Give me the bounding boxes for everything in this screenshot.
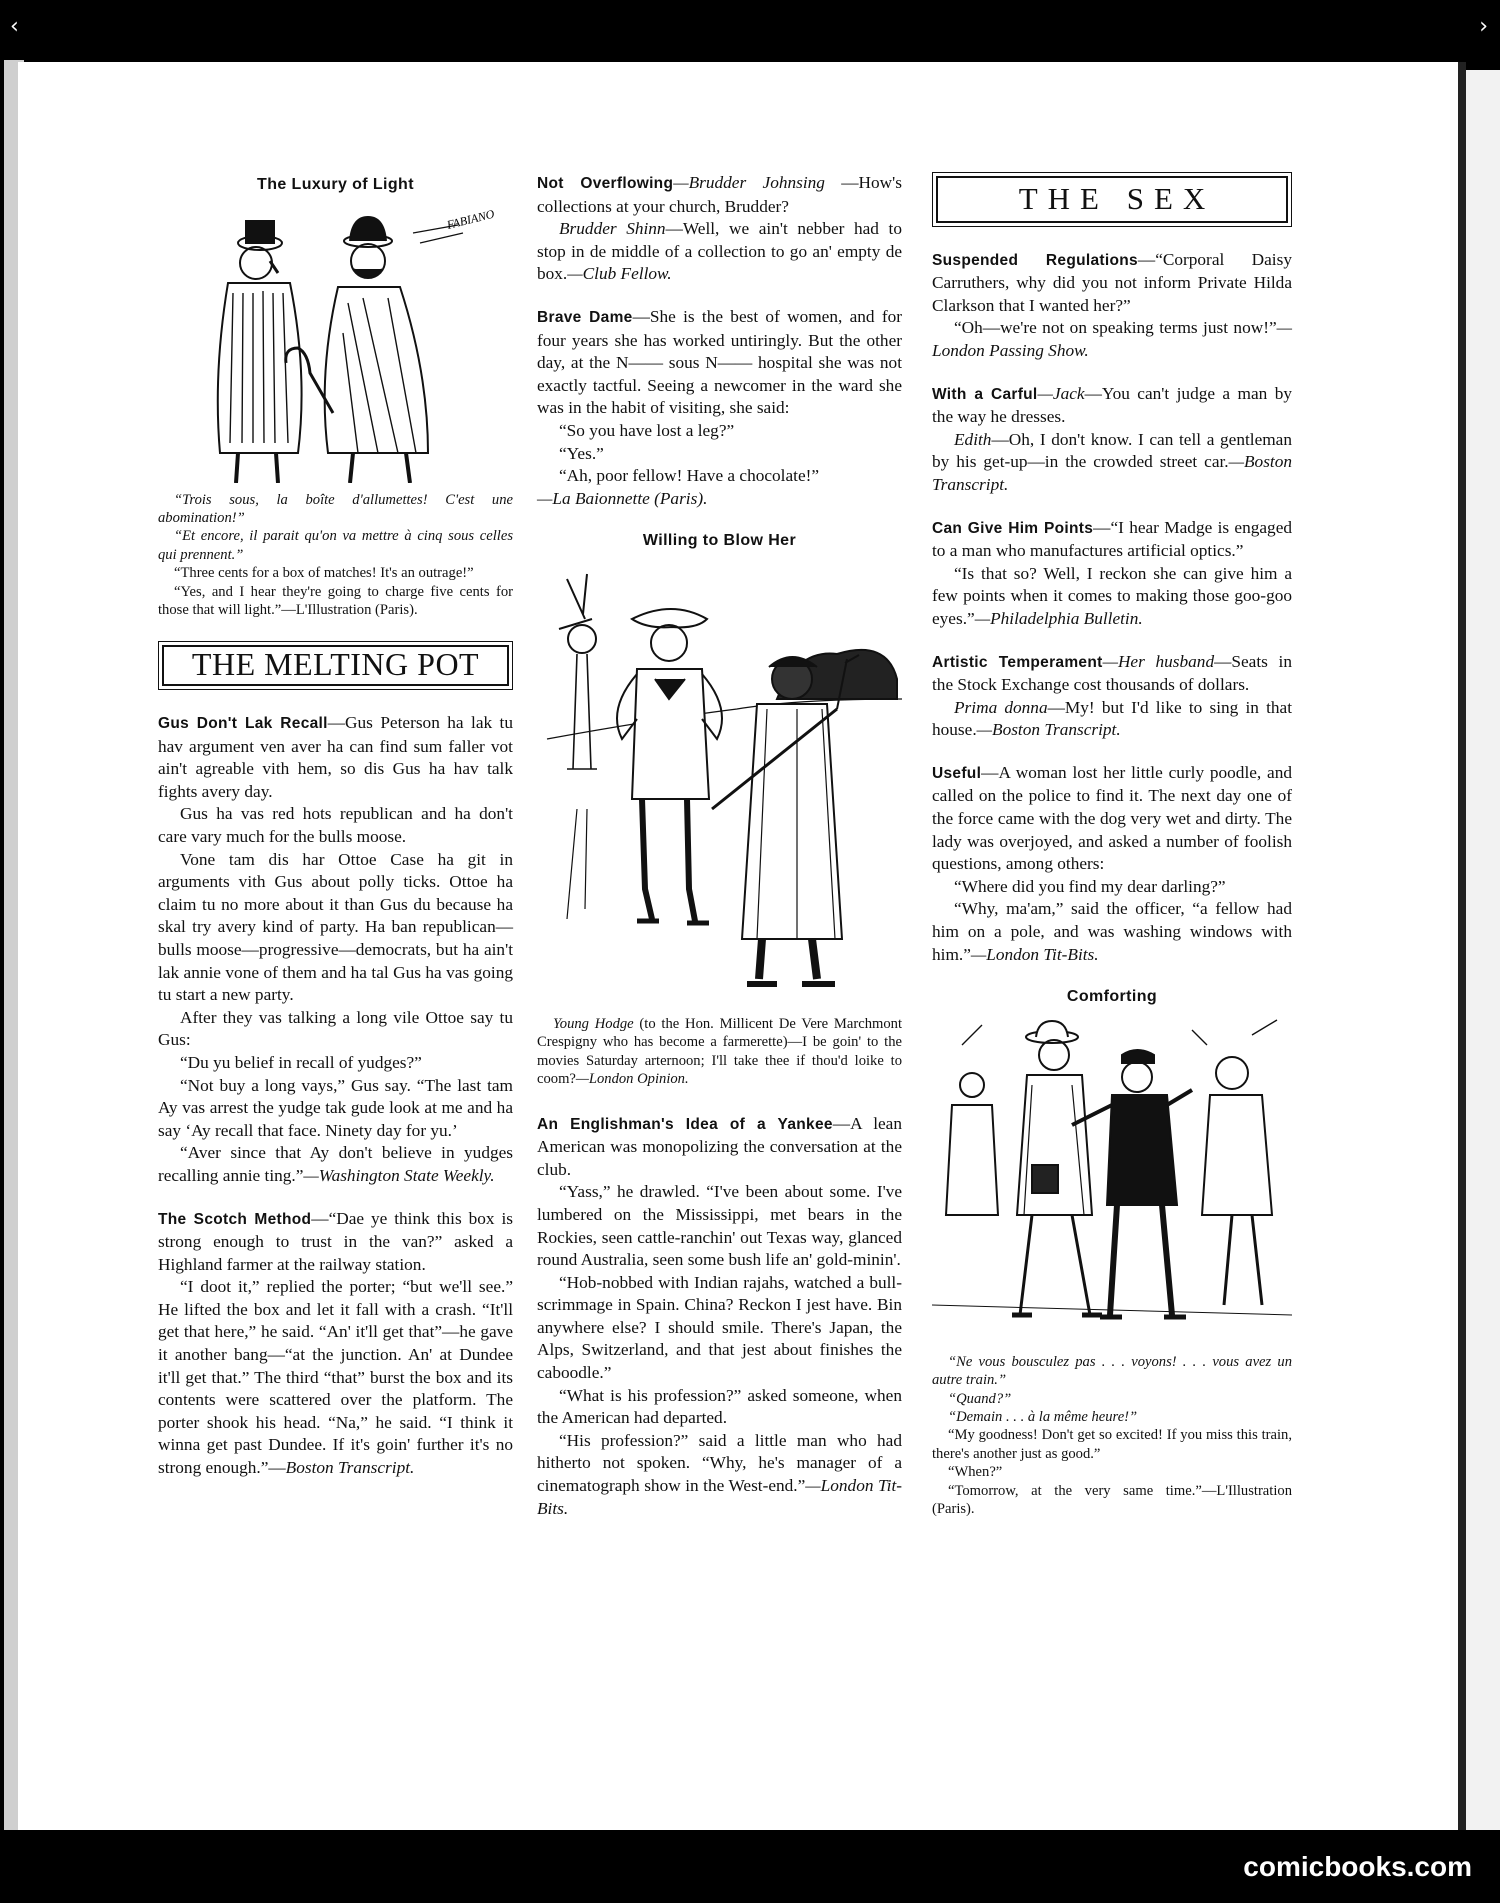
cartoon-title: Comforting — [1066, 988, 1158, 1006]
section-heading-the-sex: THE SEX — [936, 176, 1288, 223]
article-text: —A lean American was monopolizing the conversation at the club. — [537, 1113, 902, 1179]
cartoon-luxury-of-light-illustration — [158, 203, 513, 483]
article-not-overflowing — [537, 172, 902, 286]
article-heading: With a Carful — [932, 385, 1038, 403]
article-paragraph: “So you have lost a leg?” — [559, 420, 735, 440]
article-useful — [932, 762, 1292, 966]
section-heading-melting-pot: THE MELTING POT — [162, 645, 509, 686]
article-heading: The Scotch Method — [158, 1210, 312, 1228]
prev-page-chevron-icon[interactable]: ‹ — [10, 14, 19, 39]
speaker: —Brudder Johnsing — [673, 173, 825, 192]
article-source: —Club Fellow. — [567, 264, 672, 284]
next-page-chevron-icon[interactable]: › — [1479, 14, 1488, 39]
site-watermark: comicbooks.com — [1243, 1851, 1472, 1882]
article-gus-dont-lak-recall — [158, 712, 513, 1187]
article-heading: Suspended Regulations — [932, 251, 1138, 269]
cartoon-caption — [158, 491, 513, 620]
article-paragraph: “Ah, poor fellow! Have a chocolate!” — [559, 466, 820, 486]
cartoon-title: Willing to Blow Her — [642, 532, 797, 550]
article-source: —Boston Transcript. — [932, 452, 1292, 494]
article-paragraph: “Yes.” — [559, 443, 604, 463]
article-source: —Boston Transcript. — [976, 720, 1121, 740]
next-page-edge — [1466, 70, 1500, 1830]
cartoon-title: The Luxury of Light — [257, 176, 414, 193]
speaker: Young Hodge — [553, 1015, 634, 1032]
article-heading: Artistic Temperament — [932, 653, 1103, 671]
article-paragraph: “His profession?” said a little man who had hitherto not spoken. “Why, he's manager of a cinematograph show in the West-end.” — [537, 1430, 902, 1496]
caption-text: (to the Hon. Millicent De Vere Marchmont Crespigny who has become a farmerette)—I be goin' to the movies Saturday arternoon; I'll take thee if thou'd loike to coom? — [537, 1015, 902, 1088]
speaker: Edith — [954, 429, 992, 449]
article-paragraph: “Aver since that Ay don't believe in yudges recalling annie ting.” — [158, 1143, 513, 1185]
artist-signature: FABIANO — [445, 206, 496, 232]
article-source: —London Tit-Bits. — [970, 944, 1099, 964]
article-text: —How's collections at your church, Brudder? — [537, 173, 902, 216]
caption-line: “Quand?” — [948, 1390, 1012, 1407]
caption-line: “Three cents for a box of matches! It's an outrage!” — [174, 565, 474, 582]
column-left — [158, 172, 513, 1500]
speaker: —Jack — [1037, 383, 1085, 403]
article-paragraph: Gus ha vas red hots republican and ha don't care vary much for the bulls moose. — [158, 804, 513, 846]
article-source: —Washington State Weekly. — [303, 1165, 495, 1185]
article-source: —Philadelphia Bulletin. — [974, 608, 1143, 628]
caption-line: “Et encore, il parait qu'on va mettre à cinq sous celles qui prennent.” — [158, 528, 513, 563]
article-artistic-temperament — [932, 651, 1292, 742]
article-with-a-carful — [932, 383, 1292, 497]
caption-source: —London Opinion. — [575, 1071, 689, 1088]
article-paragraph: “Yass,” he drawled. “I've been about some. I've lumbered on the Mississippi, met bears in the Rockies, seen cattle-ranchin' out Texas way, glanced round Australia, seen some bush life an' gold-minin'. — [537, 1182, 902, 1270]
article-text: —Oh, I don't know. I can tell a gentleman by his get-up—in the crowded street car. — [932, 429, 1292, 472]
article-suspended-regulations — [932, 249, 1292, 363]
article-heading: Can Give Him Points — [932, 519, 1094, 537]
article-source: —La Baionnette (Paris). — [537, 488, 708, 508]
caption-line: “Trois sous, la boîte d'allumettes! C'est une abomination!” — [158, 491, 513, 526]
page-gutter-shadow — [1458, 62, 1466, 1830]
article-source: Boston Transcript. — [285, 1458, 415, 1478]
article-can-give-him-points — [932, 517, 1292, 631]
article-text: —You can't judge a man by the way he dresses. — [932, 383, 1292, 427]
article-text: —Gus Peterson ha lak tu hav argument ven aver ha can find sum faller vot ain't agreable vith hem, so dis Gus ha hav talk fights avery day. — [158, 713, 513, 801]
article-paragraph: After they vas talking a long vile Ottoe say tu Gus: — [158, 1007, 513, 1050]
article-heading: Gus Don't Lak Recall — [158, 715, 328, 733]
article-paragraph: “What is his profession?” asked someone, when the American had departed. — [537, 1385, 902, 1428]
article-source: —London Passing Show. — [932, 318, 1292, 360]
speaker: —Her husband — [1102, 651, 1215, 671]
cartoon-comforting-illustration — [932, 1015, 1292, 1345]
article-paragraph: “Where did you find my dear darling?” — [954, 876, 1226, 896]
article-text: —“Corporal Daisy Carruthers, why did you not inform Private Hilda Clarkson that I wanted her?” — [932, 249, 1292, 315]
article-heading: Brave Dame — [537, 308, 633, 326]
article-text: —“Dae ye think this box is strong enough to trust in the van?” asked a Highland farmer at the railway station. — [158, 1208, 513, 1274]
caption-line: “My goodness! Don't get so excited! If you miss this train, there's another just as good.” — [932, 1427, 1292, 1462]
article-paragraph: “Why, ma'am,” said the officer, “a fellow had him on a pole, and was washing windows with him.” — [932, 899, 1292, 964]
article-paragraph: “Not buy a long vays,” Gus say. “The last tam Ay vas arrest the yudge tak gude look at me and ha say ‘Ay recall that face. Ninety day for yu.’ — [158, 1075, 513, 1140]
article-source: —London Tit-Bits. — [537, 1476, 903, 1518]
column-middle — [537, 172, 902, 1540]
article-scotch-method — [158, 1208, 513, 1480]
article-brave-dame — [537, 306, 902, 510]
cartoon-willing-to-blow-her-illustration — [537, 559, 902, 1009]
article-text: —Seats in the Stock Exchange cost thousands of dollars. — [932, 651, 1292, 695]
article-paragraph: Vone tam dis har Ottoe Case ha git in arguments vith Gus about polly ticks. Ottoe ha claim tu no more about it than Gus du because ha skal try avery kind of party. Ha ban republican—bulls moose—progressive—democrats, but ha ain't lak annie vone of them and ha tal Gus ha vas going tu start a new party. — [158, 849, 513, 1005]
article-paragraph: “I doot it,” replied the porter; “but we'll see.” He lifted the box and let it fall with a crash. “It'll get that here,” he said. “An' it'll get that”—he gave it another bang—“at the junction. An' at Dundee it'll get that.” The third “that” burst the box and its contents were scattered over the platform. The porter shook his head. “Na,” he said. “I think it winna get past Dundee. If it's goin' further it's no strong enough.”— — [158, 1277, 513, 1478]
article-text: —She is the best of women, and for four years she has worked untiringly. But the other day, at the N—— sous N—— hospital she was not exactly tactful. Seeing a newcomer in the ward she was in the habit of visiting, she said: — [537, 306, 903, 418]
caption-line: “Yes, and I hear they're going to charge five cents for those that will light.”—L'Illustration (Paris). — [158, 583, 513, 619]
article-heading: Useful — [932, 764, 982, 782]
caption-line: “When?” — [948, 1464, 1003, 1481]
article-text: —My! but I'd like to sing in that house. — [932, 697, 1292, 740]
cartoon-caption — [932, 1353, 1292, 1519]
article-text: —Well, we ain't nebber had to stop in de middle of a collection to go an' empty de box. — [537, 219, 902, 284]
caption-line: “Demain . . . à la même heure!” — [948, 1409, 1138, 1426]
article-paragraph: “Du yu belief in recall of yudges?” — [180, 1052, 422, 1072]
cartoon-caption — [537, 1015, 902, 1089]
article-heading: An Englishman's Idea of a Yankee — [537, 1115, 833, 1133]
article-englishmans-idea-of-a-yankee — [537, 1113, 902, 1521]
article-text: —“I hear Madge is engaged to a man who manufactures artificial optics.” — [932, 517, 1293, 561]
article-paragraph: “Hob-nobbed with Indian rajahs, watched a bull-scrimmage in Spain. China? Reckon I jest have. Bin anywhere else? I should smile. There's Japan, the Alps, Switzerland, and that jest about finishes the caboodle.” — [537, 1272, 902, 1383]
article-paragraph: “Oh—we're not on speaking terms just now!” — [954, 318, 1277, 338]
article-text: —A woman lost her little curly poodle, and called on the police to find it. The next day one of the force came with the dog very wet and dirty. The lady was overjoyed, and asked a number of foolish questions, among others: — [932, 762, 1292, 874]
speaker: Brudder Shinn — [559, 219, 666, 239]
speaker: Prima donna — [954, 697, 1048, 717]
caption-line: “Tomorrow, at the very same time.”—L'Illustration (Paris). — [932, 1482, 1292, 1518]
article-paragraph: “Is that so? Well, I reckon she can give him a few points when it comes to making those goo-goo eyes.” — [932, 563, 1292, 628]
caption-line: “Ne vous bousculez pas . . . voyons! . . . vous avez un autre train.” — [932, 1353, 1292, 1389]
article-heading: Not Overflowing — [537, 175, 674, 192]
column-right — [932, 172, 1292, 1518]
